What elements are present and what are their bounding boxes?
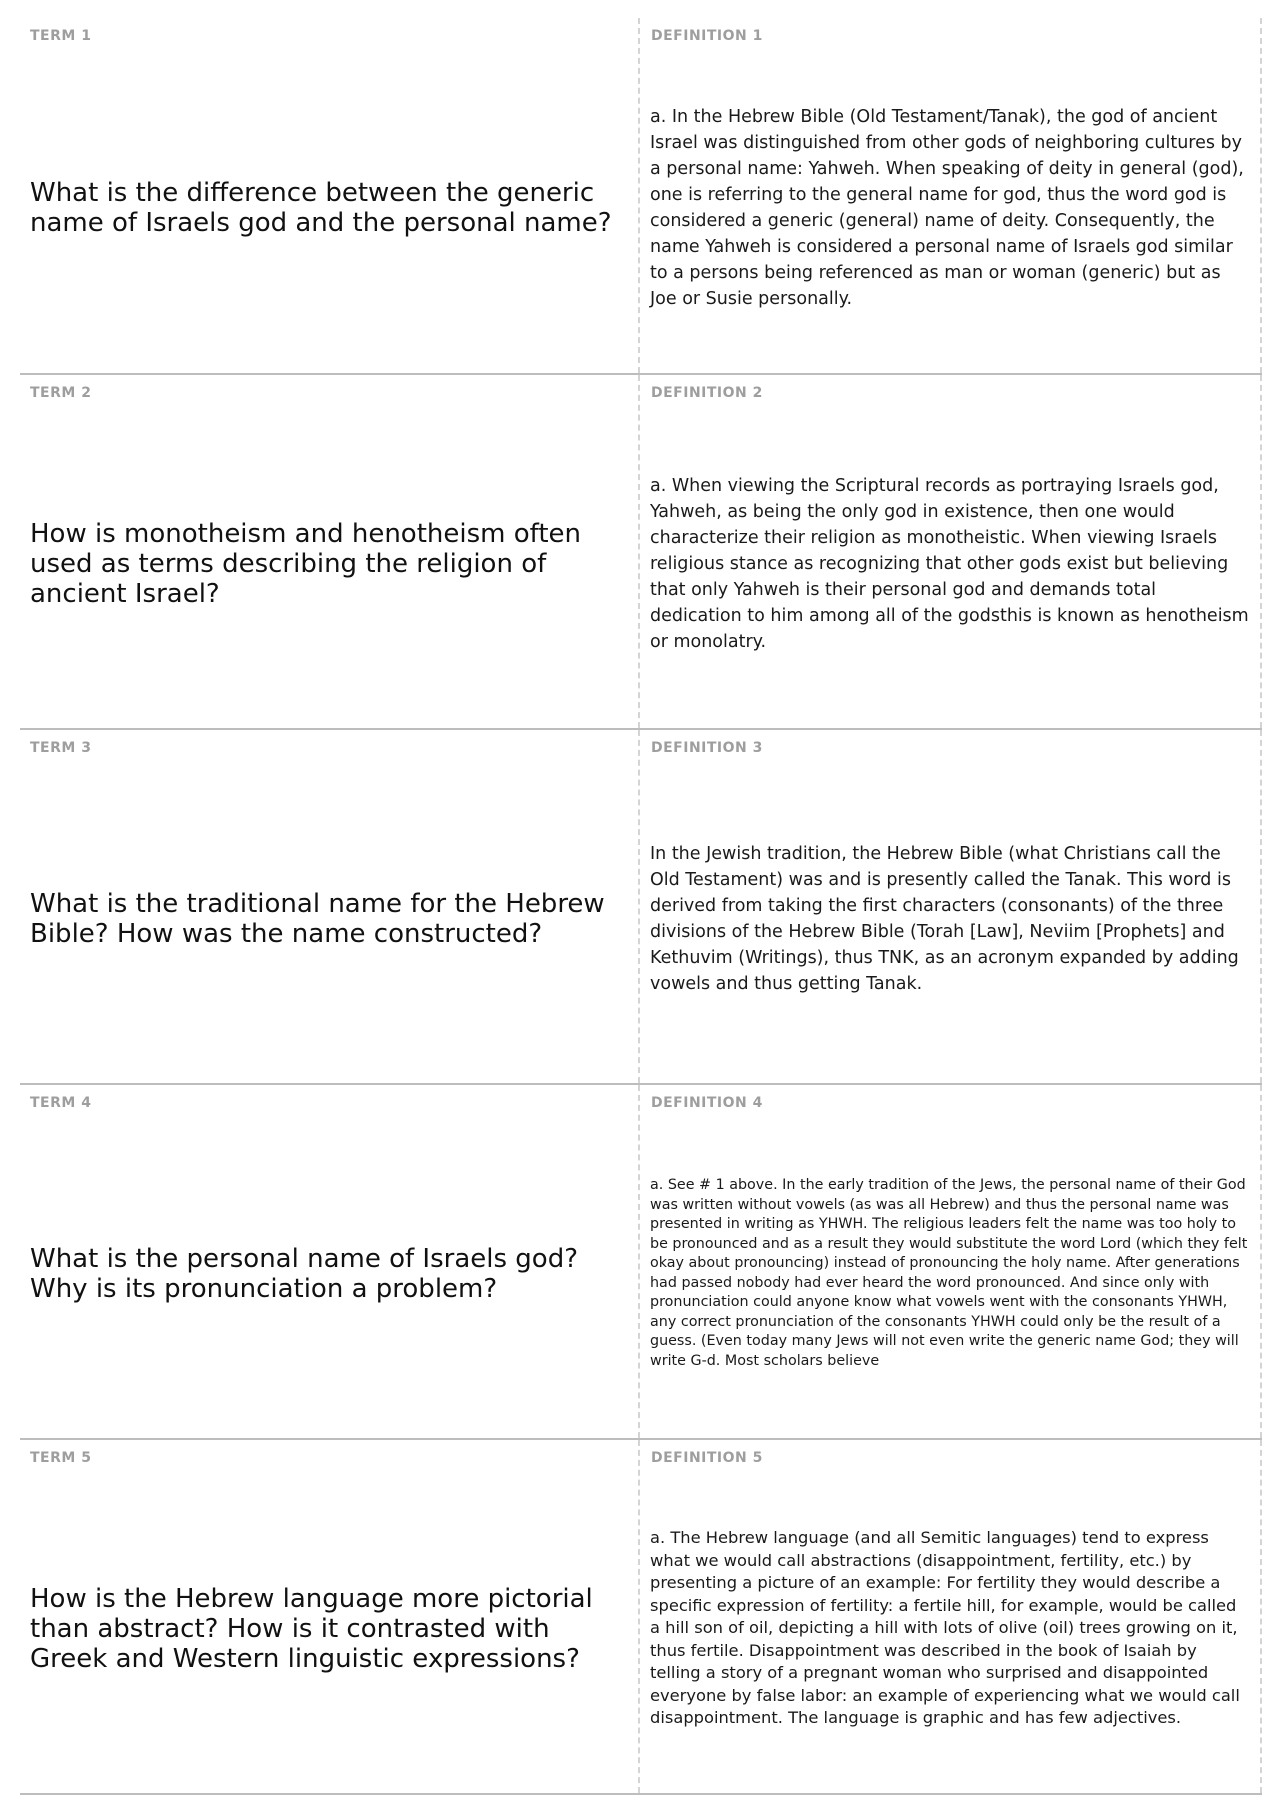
definition-cell (640, 1440, 1262, 1793)
term-cell (20, 730, 640, 1083)
term-text: What is the traditional name for the Hebrew Bible? How was the name constructed? (30, 888, 605, 949)
definition-label: DEFINITION 2 (651, 385, 763, 401)
definition-cell (640, 375, 1262, 728)
definition-label: DEFINITION 5 (651, 1450, 763, 1466)
flashcard-sheet (20, 18, 1262, 1795)
term-cell (20, 18, 640, 373)
term-label: TERM 3 (30, 740, 92, 756)
flashcard-5 (20, 1440, 1262, 1795)
definition-text: a. In the Hebrew Bible (Old Testament/Tanak), the god of ancient Israel was distinguished from other gods of neighboring cultures by a personal name: Yahweh. When speaking of deity in general (god), one is referring to the general name for god, thus the word god is considered a generic (general) name of deity. Consequently, the name Yahweh is considered a personal name of Israels god similar to a persons being referenced as man or woman (generic) but as Joe or Susie personally. (650, 106, 1244, 309)
flashcard-4 (20, 1085, 1262, 1440)
definition-label: DEFINITION 3 (651, 740, 763, 756)
term-cell (20, 1085, 640, 1438)
term-label: TERM 2 (30, 385, 92, 401)
term-label: TERM 4 (30, 1095, 92, 1111)
term-label: TERM 5 (30, 1450, 92, 1466)
term-text: What is the personal name of Israels god? Why is its pronunciation a problem? (30, 1243, 578, 1304)
term-text: What is the difference between the generic name of Israels god and the personal name? (30, 177, 612, 238)
term-label: TERM 1 (30, 28, 92, 44)
definition-cell (640, 18, 1262, 373)
definition-text: In the Jewish tradition, the Hebrew Bible (what Christians call the Old Testament) was and is presently called the Tanak. This word is derived from taking the first characters (consonants) of the three divisions of the Hebrew Bible (Torah [Law], Neviim [Prophets] and Kethuvim (Writings), thus TNK, as an acronym expanded by adding vowels and thus getting Tanak. (650, 843, 1239, 994)
term-text: How is monotheism and henotheism often used as terms describing the religion of ancient Israel? (30, 518, 582, 609)
flashcard-1 (20, 18, 1262, 375)
definition-cell (640, 1085, 1262, 1438)
definition-text: a. See # 1 above. In the early tradition of the Jews, the personal name of their God was written without vowels (as was all Hebrew) and thus the personal name was presented in writing as YHWH. The religious leaders felt the name was too holy to be pronounced and as a result they would substitute the word Lord (which they felt okay about pronouncing) instead of pronouncing the holy name. After generations had passed nobody had ever heard the word pronounced. And since only with pronunciation could anyone know what vowels went with the consonants YHWH, any correct pronunciation of the consonants YHWH could only be the result of a guess. (Even today many Jews will not even write the generic name God; they will write G-d. Most scholars believe (650, 1177, 1248, 1369)
flashcard-2 (20, 375, 1262, 730)
definition-text: a. When viewing the Scriptural records as portraying Israels god, Yahweh, as being the only god in existence, then one would characterize their religion as monotheistic. When viewing Israels religious stance as recognizing that other gods exist but believing that only Yahweh is their personal god and demands total dedication to him among all of the godsthis is known as henotheism or monolatry. (650, 475, 1249, 652)
term-cell (20, 375, 640, 728)
definition-label: DEFINITION 1 (651, 28, 763, 44)
definition-cell (640, 730, 1262, 1083)
definition-text: a. The Hebrew language (and all Semitic languages) tend to express what we would call abstractions (disappointment, fertility, etc.) by presenting a picture of an example: For fertility they would describe a specific expression of fertility: a fertile hill, for example, would be called a hill son of oil, depicting a hill with lots of olive (oil) trees growing on it, thus fertile. Disappointment was described in the book of Isaiah by telling a story of a pregnant woman who surprised and disappointed everyone by false labor: an example of experiencing what we would call disappointment. The language is graphic and has few adjectives. (650, 1528, 1240, 1728)
term-cell (20, 1440, 640, 1793)
flashcard-3 (20, 730, 1262, 1085)
definition-label: DEFINITION 4 (651, 1095, 763, 1111)
term-text: How is the Hebrew language more pictorial than abstract? How is it contrasted with Greek and Western linguistic expressions? (30, 1583, 593, 1674)
